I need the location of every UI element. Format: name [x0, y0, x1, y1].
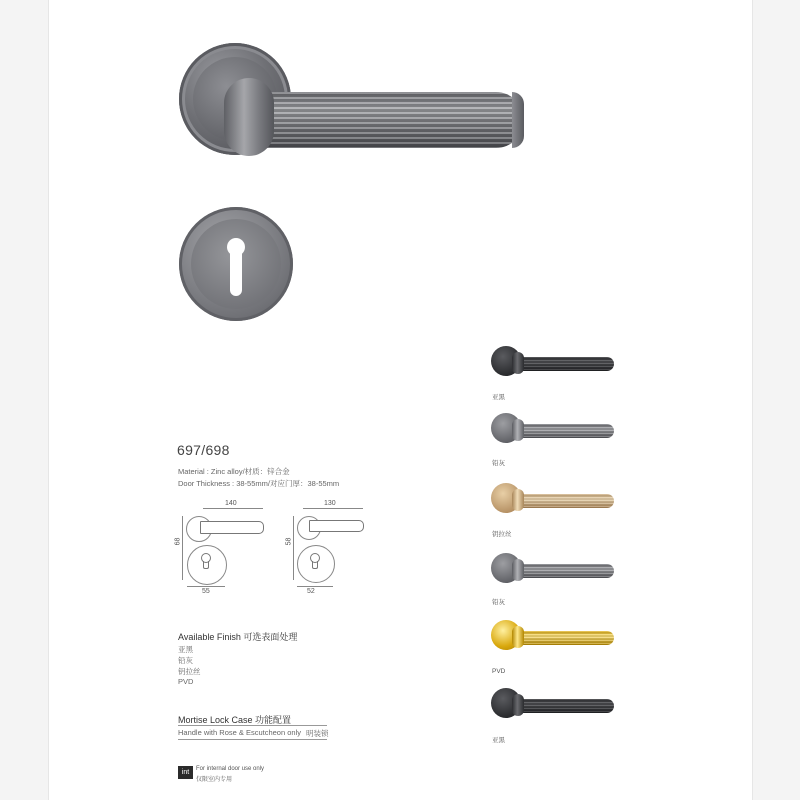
swatch-neck: [512, 559, 524, 581]
mortise-title: Mortise Lock Case 功能配置: [178, 715, 292, 725]
available-finish-title: Available Finish 可选表面处理: [178, 632, 298, 642]
dim-line: [293, 516, 294, 580]
swatch-neck: [512, 626, 524, 648]
finish-item: 亚黑: [178, 645, 193, 654]
mortise-divider: [178, 739, 327, 740]
swatch-label: 铅灰: [492, 599, 505, 606]
dim-width: 130: [324, 500, 336, 507]
dim-line: [297, 586, 333, 587]
swatch-label: 亚黑: [492, 737, 505, 744]
finish-item: 铅灰: [178, 656, 193, 665]
drawing-keyhole-slot: [203, 561, 209, 569]
keyhole-slot: [230, 246, 242, 296]
swatch-lever: [516, 631, 614, 645]
dim-height: 58: [285, 537, 293, 546]
internal-use-text: For internal door use only: [196, 766, 265, 772]
swatch-lever: [516, 699, 614, 713]
swatch-neck: [512, 419, 524, 441]
internal-use-text-cn: 仅限室内专用: [196, 777, 233, 783]
dim-height: 68: [174, 537, 182, 546]
dim-line: [182, 516, 183, 580]
internal-use-badge: int: [178, 766, 193, 779]
dim-line: [187, 586, 225, 587]
dim-line: [203, 508, 263, 509]
swatch-label: 亚黑: [492, 394, 505, 401]
mortise-divider: [178, 725, 327, 726]
finish-item: PVD: [178, 677, 194, 686]
swatch-neck: [512, 694, 524, 716]
swatch-lever: [516, 424, 614, 438]
spec-material: Material : Zinc alloy/材质：锌合金: [178, 467, 290, 476]
drawing-lever: [200, 521, 264, 534]
model-number: 697/698: [177, 442, 230, 458]
drawing-lever: [309, 520, 364, 532]
swatch-label: PVD: [492, 668, 506, 675]
swatch-neck: [512, 489, 524, 511]
drawing-keyhole-slot: [312, 561, 318, 569]
swatch-lever: [516, 564, 614, 578]
mortise-function-cn: 明装锁: [306, 729, 329, 738]
dim-width: 140: [225, 500, 237, 507]
dim-rose: 55: [202, 588, 210, 595]
dim-rose: 52: [307, 588, 315, 595]
swatch-label: 铅灰: [492, 460, 505, 467]
swatch-lever: [516, 494, 614, 508]
mortise-function: Handle with Rose & Escutcheon only: [178, 728, 301, 737]
finish-item: 钥拉丝: [178, 667, 201, 676]
swatch-label: 钥拉丝: [492, 531, 512, 538]
handle-neck: [224, 78, 274, 156]
dim-line: [303, 508, 363, 509]
swatch-lever: [516, 357, 614, 371]
swatch-neck: [512, 352, 524, 374]
handle-lever: [246, 92, 524, 148]
spec-door-thickness: Door Thickness : 38-55mm/对应门厚：38-55mm: [178, 479, 340, 488]
